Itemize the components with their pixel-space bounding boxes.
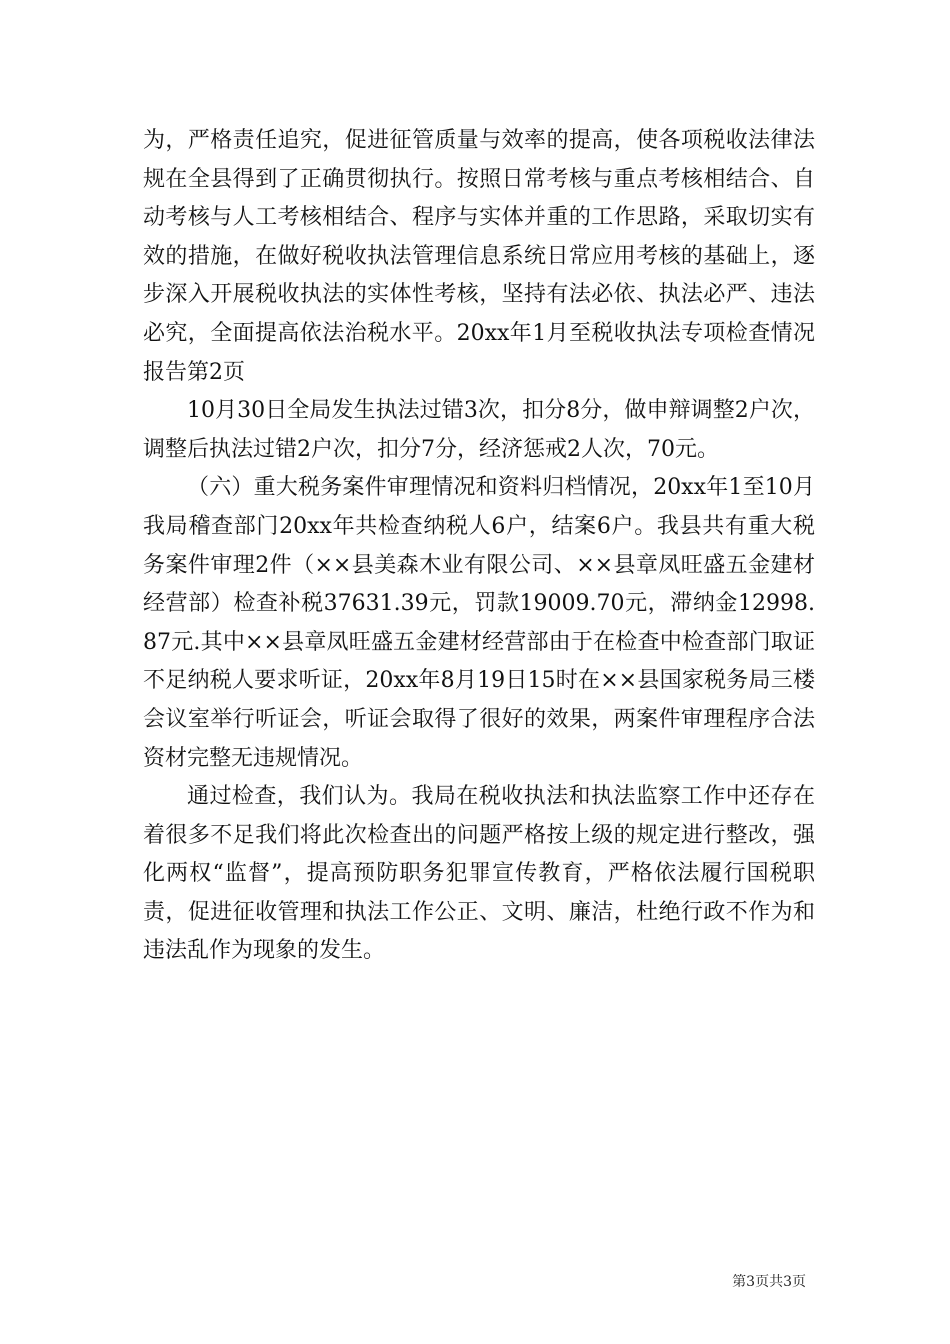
paragraph-continuation: 为，严格责任追究，促进征管质量与效率的提高，使各项税收法律法规在全县得到了正确贯彻执行。按照日常考核与重点考核相结合、自动考核与人工考核相结合、程序与实体并重的工作思路，采取切实有效的措施，在做好税收执法管理信息系统日常应用考核的基础上，逐步深入开展税收执法的实体性考核，坚持有法必依、执法必严、违法必究，全面提高依法治税水平。20xx年1月至税收执法专项检查情况报告第2页 (143, 128, 815, 385)
paragraph-conclusion: 通过检查，我们认为。我局在税收执法和执法监察工作中还存在着很多不足我们将此次检查出的问题严格按上级的规定进行整改，强化两权“监督”，提高预防职务犯罪宣传教育，严格依法履行国税职责，促进征收管理和执法工作公正、文明、廉洁，杜绝行政不作为和违法乱作为现象的发生。 (143, 784, 815, 964)
document-body (143, 122, 815, 971)
paragraph-violations: 10月30日全局发生执法过错3次，扣分8分，做申辩调整2户次，调整后执法过错2户次，扣分7分，经济惩戒2人次，70元。 (143, 398, 815, 462)
page-number: 第3页共3页 (732, 1274, 806, 1290)
paragraph-major-cases: （六）重大税务案件审理情况和资料归档情况，20xx年1至10月我局稽查部门20xx年共检查纳税人6户，结案6户。我县共有重大税务案件审理2件（××县美森木业有限公司、××县章凤旺盛五金建材经营部）检查补税37631.39元，罚款19009.70元，滞纳金12998.87元.其中××县章凤旺盛五金建材经营部由于在检查中检查部门取证不足纳税人要求听证，20xx年8月19日15时在××县国家税务局三楼会议室举行听证会，听证会取得了很好的效果，两案件审理程序合法资材完整无违规情况。 (143, 475, 815, 771)
